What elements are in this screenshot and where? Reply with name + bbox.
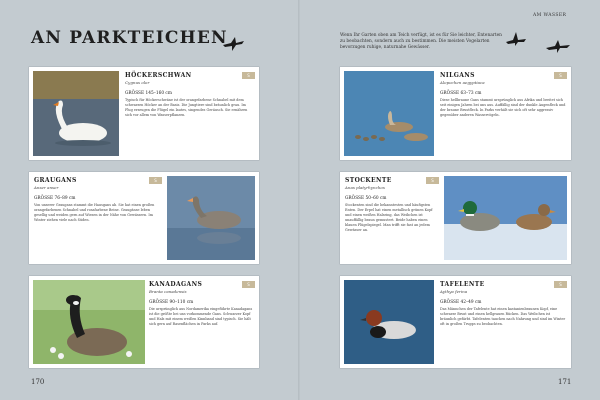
species-name: KANADAGANS <box>149 281 203 288</box>
photo-hoeckerschwan <box>33 71 119 156</box>
species-latin: Anas platyrhynchos <box>345 185 385 190</box>
category-tag: S <box>554 72 567 79</box>
species-description: Von unserer Graugans stammt die Hausgans ab. Sie hat einen großen orangefarbenen Schnabel und rosafarbene Beine. Graugänse leben gesellig und weiden gern auf Wiesen in der Nähe von Gewässern. Im Winter ziehen viele nach Süden. <box>34 203 155 222</box>
photo-graugans <box>167 176 255 260</box>
flying-goose-icon-2 <box>545 38 571 54</box>
species-card-kanadagans <box>29 276 259 368</box>
running-header: AM WASSER <box>533 13 567 18</box>
species-latin: Alopochen aegyptiaca <box>440 80 485 85</box>
species-name: STOCKENTE <box>345 177 392 184</box>
species-name: NILGANS <box>440 72 475 79</box>
category-tag: S <box>242 281 255 288</box>
category-tag: S <box>242 72 255 79</box>
species-size: GRÖSSE 63–73 cm <box>440 91 482 96</box>
category-tag: S <box>149 177 162 184</box>
species-description: Die ursprünglich aus Nordamerika eingeführte Kanadagans ist die größte bei uns vorkommende Gans. Schwarzer Kopf und Hals mit einem weißen Kinnband sind typisch. Sie hält sich gern auf Rasenflächen in Parks auf. <box>149 307 253 326</box>
species-description: Stockenten sind die bekanntesten und häufigsten Enten. Der Erpel hat einen metallisch grünen Kopf und einen weißen Halsring, das Weibchen ist unauffällig braun gemustert. Beide haben einen blauen Flügelspiegel. Man trifft sie fast an jedem Gewässer an. <box>345 203 433 232</box>
category-tag: S <box>554 281 567 288</box>
photo-kanadagans <box>33 280 145 364</box>
species-card-nilgans <box>340 67 571 160</box>
species-latin: Branta canadensis <box>149 289 187 294</box>
species-latin: Anser anser <box>34 185 59 190</box>
species-size: GRÖSSE 145–160 cm <box>125 91 172 96</box>
page-number-left: 170 <box>31 378 45 386</box>
photo-tafelente <box>344 280 434 364</box>
page-number-right: 171 <box>558 378 572 386</box>
species-card-tafelente <box>340 276 571 368</box>
category-tag: S <box>426 177 439 184</box>
species-name: HÖCKERSCHWAN <box>125 72 192 79</box>
species-description: Typisch für Höckerschwäne ist der orangefarbene Schnabel mit dem schwarzen Höcker an der Basis. Die Jungtiere sind bräunlich grau. Im Flug erzeugen die Flügel ein lautes, singendes Geräusch. Sie ernähren sich vor allem von Wasserpflanzen. <box>125 98 248 117</box>
species-name: TAFELENTE <box>440 281 485 288</box>
species-size: GRÖSSE 50–60 cm <box>345 196 387 201</box>
photo-stockente <box>444 176 567 260</box>
species-name: GRAUGANS <box>34 177 77 184</box>
photo-nilgans <box>344 71 434 156</box>
species-latin: Aythya ferina <box>440 289 468 294</box>
species-size: GRÖSSE 76–89 cm <box>34 196 76 201</box>
flying-goose-icon <box>222 34 246 52</box>
flying-duck-icon <box>505 30 527 48</box>
species-card-stockente <box>340 172 571 264</box>
page-title: AN PARKTEICHEN <box>31 28 228 48</box>
species-description: Diese hellbraune Gans stammt ursprünglich aus Afrika und breitet sich seit einigen Jahren bei uns aus. Auffällig sind der dunkle Augenfleck und der braune Brustfleck. In Parks verhält sie sich oft sehr aggressiv gegenüber anderen Wasservögeln. <box>440 98 566 117</box>
species-card-graugans <box>29 172 259 264</box>
intro-text: Wenn Ihr Garten oben am Teich verfügt, ist es für Sie leichter, Entenarten zu beobachten, sondern auch zu bestimmen. Die meisten Vogelarten bevorzugen ruhige, naturnahe Gewässer. <box>340 33 502 50</box>
species-latin: Cygnus olor <box>125 80 150 85</box>
species-card-hoeckerschwan <box>29 67 259 160</box>
species-size: GRÖSSE 90–110 cm <box>149 300 194 305</box>
species-size: GRÖSSE 42–49 cm <box>440 300 482 305</box>
species-description: Das Männchen der Tafelente hat einen kastanienbraunen Kopf, eine schwarze Brust und einen hellgrauen Rücken. Das Weibchen ist bräunlich gefärbt. Tafelenten tauchen nach Nahrung und sind im Winter oft in großen Trupps zu beobachten. <box>440 307 566 326</box>
